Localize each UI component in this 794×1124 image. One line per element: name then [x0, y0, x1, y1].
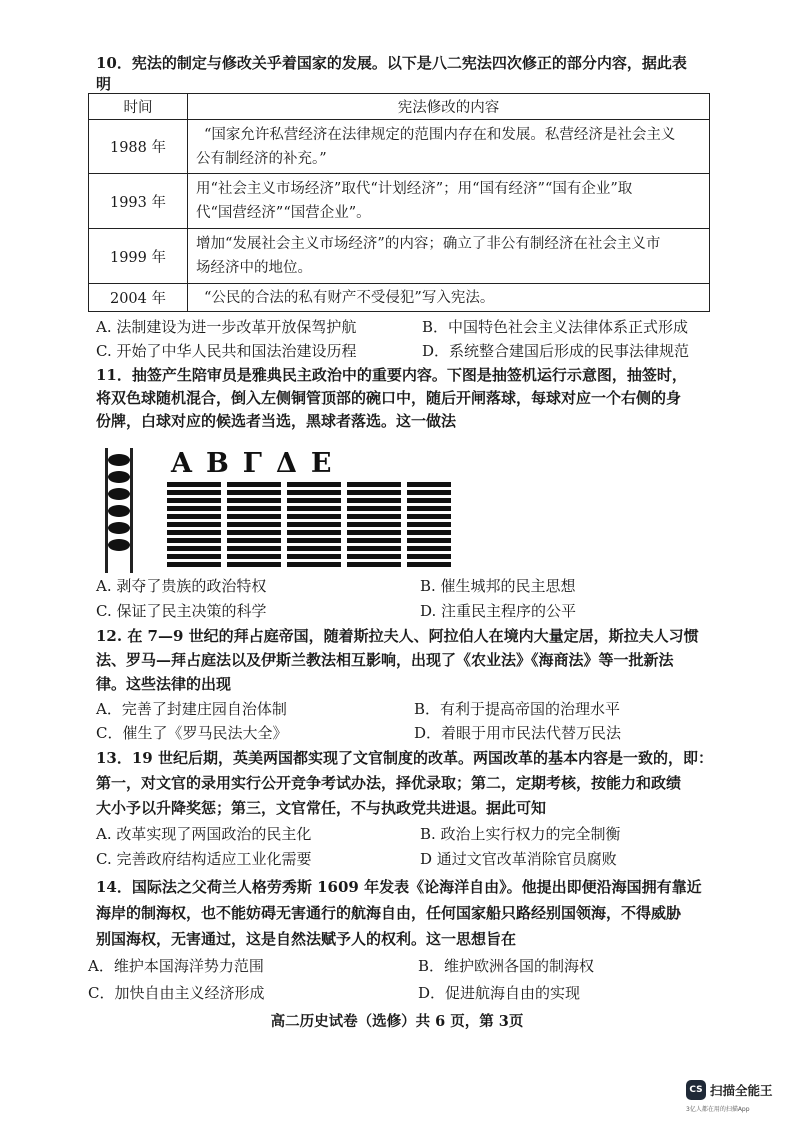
diagram-balls	[108, 454, 130, 551]
kleroterion-diagram	[103, 448, 451, 573]
diagram-slot	[167, 506, 221, 511]
q11-option-c[interactable]: C. 保证了民主决策的科学	[96, 602, 267, 620]
diagram-slot	[407, 498, 451, 503]
diagram-slot	[407, 506, 451, 511]
q11-option-b[interactable]: B. 催生城邦的民主思想	[420, 577, 576, 595]
row-text-line: “国家允许私营经济在法律规定的范围内存在和发展。私营经济是社会主义	[204, 126, 676, 143]
diagram-slot	[347, 490, 401, 495]
table-cell-content	[188, 284, 710, 312]
diagram-slot	[167, 562, 221, 567]
diagram-slot	[167, 482, 221, 487]
constitution-amendment-table	[88, 93, 710, 312]
diagram-slot	[167, 554, 221, 559]
q13-option-a[interactable]: A. 改革实现了两国政治的民主化	[96, 825, 312, 843]
diagram-slot	[287, 514, 341, 519]
diagram-slot	[347, 522, 401, 527]
diagram-tribe-letters: ΑΒΓΔΕ	[171, 448, 346, 479]
q10-stem-line2: 明	[96, 75, 112, 93]
diagram-slot	[287, 482, 341, 487]
diagram-slot	[407, 514, 451, 519]
diagram-slot	[227, 522, 281, 527]
diagram-ball	[108, 471, 130, 483]
diagram-slot	[227, 490, 281, 495]
diagram-slot	[347, 554, 401, 559]
q11-option-d[interactable]: D. 注重民主程序的公平	[420, 602, 577, 620]
diagram-slot	[227, 554, 281, 559]
diagram-slot	[167, 514, 221, 519]
row-text-line: 用“社会主义市场经济”取代“计划经济”；用“国有经济”“国有企业”取	[196, 181, 633, 197]
table-cell-content	[188, 120, 710, 174]
diagram-slot	[347, 538, 401, 543]
table-cell-year: 1999 年	[89, 229, 188, 284]
diagram-slot	[407, 562, 451, 567]
q12-stem-line1: 12. 在 7—9 世纪的拜占庭帝国，随着斯拉夫人、阿拉伯人在境内大量定居，斯拉夫人习惯	[96, 627, 699, 645]
diagram-slot	[347, 546, 401, 551]
q14-option-d[interactable]: D．促进航海自由的实现	[418, 984, 581, 1002]
diagram-ball	[108, 454, 130, 466]
table-header-content: 宪法修改的内容	[188, 94, 710, 120]
diagram-slot	[407, 554, 451, 559]
q13-option-c[interactable]: C. 完善政府结构适应工业化需要	[96, 850, 312, 868]
q14-stem-line3: 别国海权，无害通过，这是自然法赋予人的权利。这一思想旨在	[96, 930, 517, 948]
diagram-slot	[287, 554, 341, 559]
q10-option-c[interactable]: C. 开始了中华人民共和国法治建设历程	[96, 342, 357, 360]
diagram-slot	[167, 538, 221, 543]
diagram-slot	[407, 490, 451, 495]
diagram-ball	[108, 539, 130, 551]
watermark-app-name: 扫描全能王	[710, 1083, 773, 1098]
q13-option-d[interactable]: D 通过文官改革消除官员腐败	[420, 850, 617, 868]
table-cell-content	[188, 174, 710, 229]
scanner-watermark	[686, 1080, 786, 1116]
q10-option-a[interactable]: A. 法制建设为进一步改革开放保驾护航	[96, 318, 357, 336]
diagram-slot	[227, 546, 281, 551]
table-header-row	[89, 94, 710, 120]
diagram-slot	[407, 530, 451, 535]
q11-stem-line3: 份牌，白球对应的候选者当选，黑球者落选。这一做法	[96, 412, 457, 430]
camscanner-logo-icon: CS	[686, 1080, 706, 1100]
q14-stem-line1: 14．国际法之父荷兰人格劳秀斯 1609 年发表《论海洋自由》。他提出即便沿海国拥有靠近	[96, 878, 702, 896]
diagram-slot	[167, 530, 221, 535]
diagram-slot	[407, 546, 451, 551]
diagram-slot	[287, 546, 341, 551]
table-header-time: 时间	[89, 94, 188, 120]
diagram-slot	[167, 522, 221, 527]
diagram-slot	[287, 562, 341, 567]
row-text-line: 代“国营经济”“国营企业”。	[196, 205, 371, 221]
diagram-ball	[108, 488, 130, 500]
diagram-slot	[167, 498, 221, 503]
q14-option-c[interactable]: C．加快自由主义经济形成	[88, 984, 265, 1002]
row-text-line: 增加“发展社会主义市场经济”的内容；确立了非公有制经济在社会主义市	[196, 236, 661, 252]
diagram-slot	[227, 506, 281, 511]
watermark-tagline: 3亿人都在用的扫描App	[686, 1106, 750, 1113]
q12-option-c[interactable]: C．催生了《罗马民法大全》	[96, 724, 288, 742]
page-footer: 高二历史试卷（选修）共 6 页，第 3页	[270, 1013, 524, 1030]
diagram-ball	[108, 505, 130, 517]
table-row	[89, 120, 710, 174]
q12-stem-line3: 律。这些法律的出现	[96, 675, 232, 693]
diagram-slot	[227, 530, 281, 535]
q10-stem-line1: 10．宪法的制定与修改关乎着国家的发展。以下是八二宪法四次修正的部分内容，据此表	[96, 54, 687, 72]
diagram-slot	[407, 538, 451, 543]
diagram-slot	[347, 506, 401, 511]
diagram-ball	[108, 522, 130, 534]
diagram-slot	[347, 562, 401, 567]
diagram-slot	[347, 482, 401, 487]
table-cell-year: 2004 年	[89, 284, 188, 312]
diagram-slot	[407, 482, 451, 487]
q13-stem-line3: 大小予以升降奖惩；第三，文官常任，不与执政党共进退。据此可知	[96, 799, 547, 817]
q10-option-b[interactable]: B．中国特色社会主义法律体系正式形成	[422, 318, 689, 336]
q11-option-a[interactable]: A. 剥夺了贵族的政治特权	[96, 577, 267, 595]
q12-option-d[interactable]: D．着眼于用市民法代替万民法	[414, 724, 622, 742]
table-row	[89, 174, 710, 229]
q13-stem-line2: 第一，对文官的录用实行公开竞争考试办法，择优录取；第二，定期考核，按能力和政绩	[96, 774, 682, 792]
diagram-slot	[287, 522, 341, 527]
q12-option-a[interactable]: A．完善了封建庄园自治体制	[96, 700, 287, 718]
diagram-slot	[407, 522, 451, 527]
q11-stem-line1: 11．抽签产生陪审员是雅典民主政治中的重要内容。下图是抽签机运行示意图，抽签时，	[96, 366, 687, 384]
table-row	[89, 229, 710, 284]
row-text-line: 公有制经济的补充。”	[196, 150, 327, 167]
diagram-slot-grid	[167, 482, 451, 567]
q13-option-b[interactable]: B. 政治上实行权力的完全制衡	[420, 825, 621, 843]
diagram-slot	[227, 562, 281, 567]
q14-stem-line2: 海岸的制海权，也不能妨碍无害通行的航海自由，任何国家船只路经别国领海，不得威胁	[96, 904, 682, 922]
diagram-slot	[227, 498, 281, 503]
q11-stem-line2: 将双色球随机混合，倒入左侧铜管顶部的碗口中，随后开闸落球，每球对应一个右侧的身	[96, 389, 682, 407]
q10-option-d[interactable]: D．系统整合建国后形成的民事法律规范	[422, 342, 690, 360]
q13-stem-line1: 13．19 世纪后期，英美两国都实现了文官制度的改革。两国改革的基本内容是一致的，即：	[96, 749, 713, 767]
diagram-slot	[347, 514, 401, 519]
diagram-slot	[167, 546, 221, 551]
q12-stem-line2: 法、罗马—拜占庭法以及伊斯兰教法相互影响，出现了《农业法》《海商法》等一批新法	[96, 651, 674, 669]
row-text-line: 场经济中的地位。	[196, 260, 312, 276]
q14-option-a[interactable]: A．维护本国海洋势力范围	[88, 957, 264, 975]
table-row	[89, 284, 710, 312]
diagram-slot	[287, 490, 341, 495]
q12-option-b[interactable]: B．有利于提高帝国的治理水平	[414, 700, 621, 718]
diagram-slot	[287, 530, 341, 535]
diagram-slot	[227, 538, 281, 543]
table-cell-content	[188, 229, 710, 284]
row-text-line: “公民的合法的私有财产不受侵犯”写入宪法。	[204, 289, 495, 306]
q14-option-b[interactable]: B．维护欧洲各国的制海权	[418, 957, 595, 975]
table-cell-year: 1993 年	[89, 174, 188, 229]
diagram-slot	[347, 530, 401, 535]
diagram-slot	[227, 514, 281, 519]
diagram-left-bar	[105, 448, 108, 573]
table-cell-year: 1988 年	[89, 120, 188, 174]
diagram-slot	[167, 490, 221, 495]
diagram-slot	[347, 498, 401, 503]
diagram-slot	[287, 506, 341, 511]
diagram-slot	[287, 538, 341, 543]
diagram-right-bar	[130, 448, 133, 573]
diagram-slot	[287, 498, 341, 503]
diagram-slot	[227, 482, 281, 487]
